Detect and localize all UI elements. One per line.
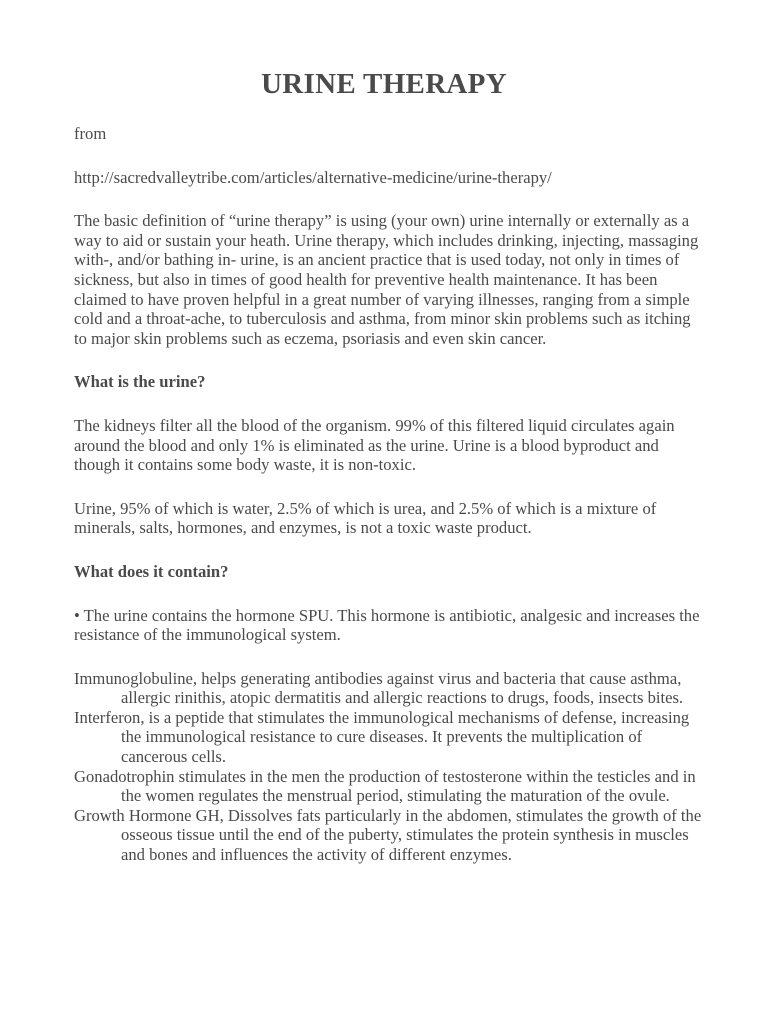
definition-item: Immunoglobuline, helps generating antibodies against virus and bacteria that cause asthma, allergic rinithis, atopic dermatitis and allergic reactions to drugs, foods, insects bites. xyxy=(74,668,684,708)
section-heading-what-is-urine: What is the urine? xyxy=(74,372,206,392)
definition-item: Growth Hormone GH, Dissolves fats particularly in the abdomen, stimulates the growth of the osseous tissue until the end of the puberty, stimulates the protein synthesis in muscles and bones and influences the activity of different enzymes. xyxy=(74,805,702,865)
source-url: http://sacredvalleytribe.com/articles/alternative-medicine/urine-therapy/ xyxy=(74,167,552,187)
paragraph-composition: Urine, 95% of which is water, 2.5% of which is urea, and 2.5% of which is a mixture of minerals, salts, hormones, and enzymes, is not a toxic waste product. xyxy=(74,498,657,538)
definition-item: Gonadotrophin stimulates in the men the production of testosterone within the testicles and in the women regulates the menstrual period, stimulating the maturation of the ovule. xyxy=(74,766,696,806)
document-title: URINE THERAPY xyxy=(261,68,507,100)
source-label: from xyxy=(74,124,107,143)
intro-paragraph: The basic definition of “urine therapy” is using (your own) urine internally or externally as a way to aid or sustain your heath. Urine therapy, which includes drinking, injecting, massaging with-, and/or bathing in- urine, is an ancient practice that is used today, not only in times of sickness, but also in times of good health for preventive health maintenance. It has been claimed to have proven helpful in a great number of varying illnesses, ranging from a simple cold and a throat-ache, to tuberculosis and asthma, from minor skin problems such as itching to major skin problems such as eczema, psoriasis and even skin cancer. xyxy=(74,211,699,348)
paragraph-kidneys: The kidneys filter all the blood of the organism. 99% of this filtered liquid circulates again around the blood and only 1% is eliminated as the urine. Urine is a blood byproduct and though it contains some body waste, it is non-toxic. xyxy=(74,415,675,475)
section-heading-what-contains: What does it contain? xyxy=(74,561,229,581)
document-body xyxy=(74,124,704,865)
definition-list xyxy=(74,669,704,865)
bullet-spu: • The urine contains the hormone SPU. This hormone is antibiotic, analgesic and increases the resistance of the immunological system. xyxy=(74,605,700,645)
definition-item: Interferon, is a peptide that stimulates the immunological mechanisms of defense, increasing the immunological resistance to cure diseases. It prevents the multiplication of cancerous cells. xyxy=(74,707,690,767)
